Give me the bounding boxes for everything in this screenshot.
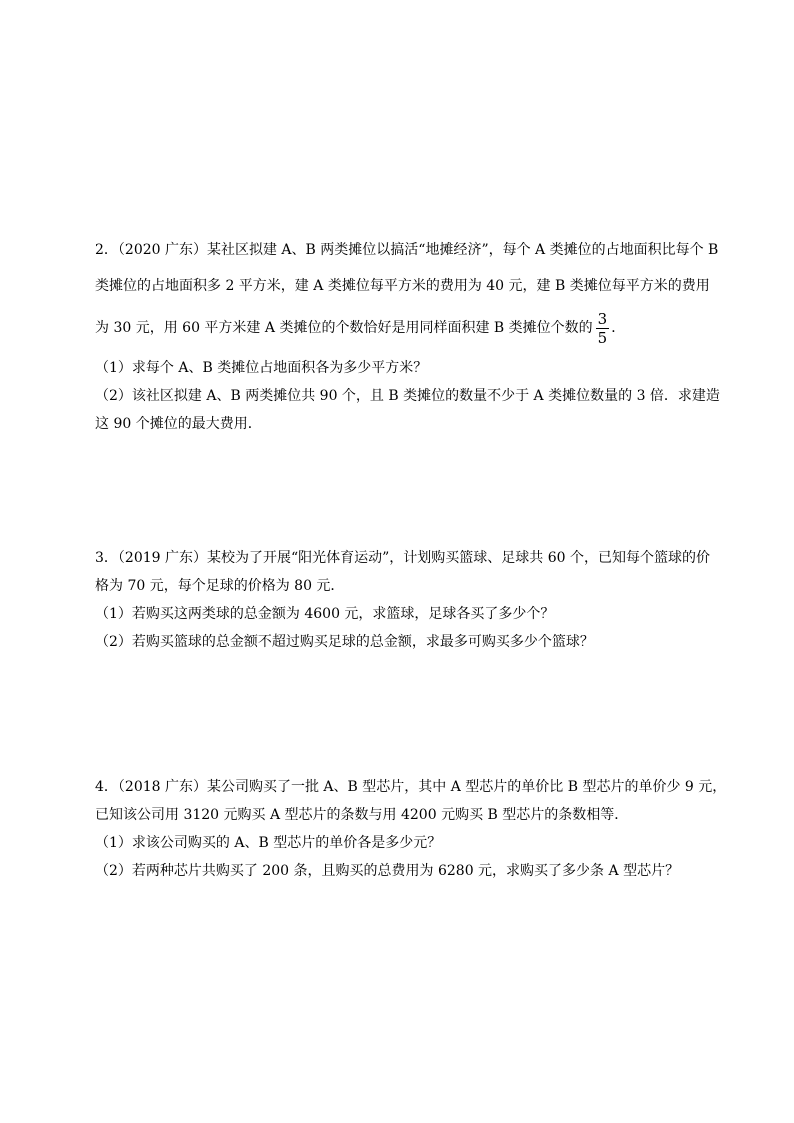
problem-2-line-1: 2．（2020 广东）某社区拟建 A、B 两类摊位以搞活“地摊经济”，每个 A 类摊位的占地面积比每个 B	[95, 242, 719, 258]
problem-2-line-3	[95, 302, 700, 354]
problem-4-line-2: 已知该公司用 3120 元购买 A 型芯片的条数与用 4200 元购买 B 型芯片的条数相等．	[95, 807, 629, 823]
problem-2	[95, 238, 720, 436]
fraction-three-fifths	[596, 310, 610, 347]
problem-2-sub-1: （1）求每个 A、B 类摊位占地面积各为多少平方米？	[95, 360, 428, 376]
problem-2-line-3-end: ．	[611, 320, 626, 336]
problem-3-sub-1: （1）若购买这两类球的总金额为 4600 元，求篮球，足球各买了多少个？	[95, 606, 555, 622]
problem-3-sub-2: （2）若购买篮球的总金额不超过购买足球的总金额，求最多可购买多少个篮球？	[95, 634, 594, 650]
problem-4	[95, 775, 727, 883]
problem-4-sub-2: （2）若两种芯片共购买了 200 条，且购买的总费用为 6280 元，求购买了多少条 A 型芯片？	[95, 863, 680, 879]
problem-2-sub-2-line-2: 这 90 个摊位的最大费用．	[95, 416, 262, 432]
fraction-numerator: 3	[597, 309, 608, 328]
problem-3-line-1: 3．（2019 广东）某校为了开展“阳光体育运动”，计划购买篮球、足球共 60 个，已知每个篮球的价	[95, 550, 711, 566]
problem-2-line-3-text: 为 30 元，用 60 平方米建 A 类摊位的个数恰好是用同样面积建 B 类摊位个数的	[95, 320, 593, 336]
fraction-denominator: 5	[597, 328, 608, 347]
problem-3-line-2: 格为 70 元，每个足球的价格为 80 元．	[95, 578, 345, 594]
problem-4-sub-1: （1）求该公司购买的 A、B 型芯片的单价各是多少元？	[95, 835, 442, 851]
problem-4-line-1: 4．（2018 广东）某公司购买了一批 A、B 型芯片，其中 A 型芯片的单价比 B 型芯片的单价少 9 元，	[95, 779, 727, 795]
problem-2-sub-2-line-1: （2）该社区拟建 A、B 两类摊位共 90 个，且 B 类摊位的数量不少于 A 类摊位数量的 3 倍．求建造	[95, 388, 720, 404]
problem-2-line-2: 类摊位的占地面积多 2 平方米，建 A 类摊位每平方米的费用为 40 元，建 B 类摊位每平方米的费用	[95, 278, 710, 294]
problem-3	[95, 546, 711, 654]
